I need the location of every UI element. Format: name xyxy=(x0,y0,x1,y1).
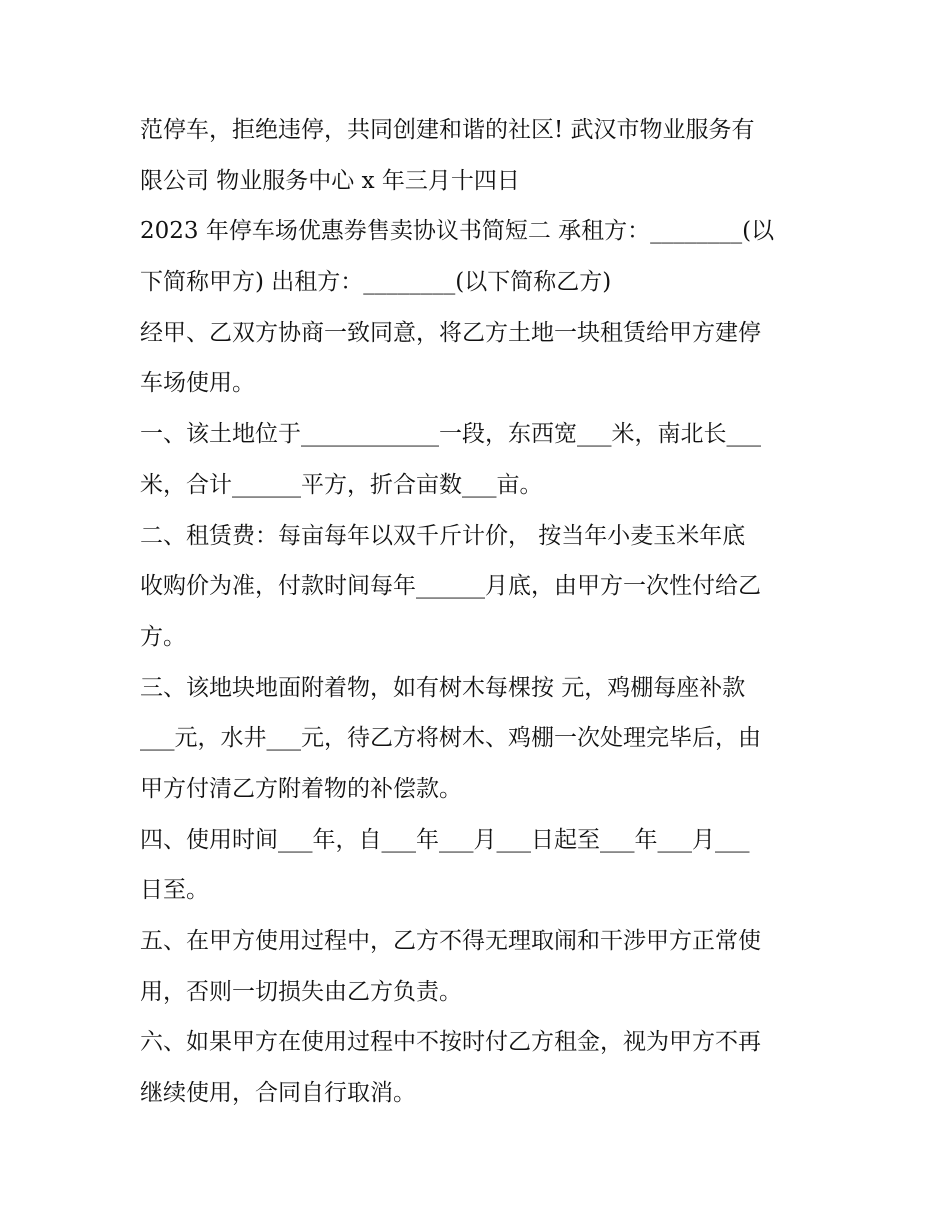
text-line: ___元，水井___元，待乙方将树木、鸡棚一次处理完毕后，由 xyxy=(140,725,761,752)
text-line: 下简称甲方) 出租方：________(以下简称乙方) xyxy=(140,269,612,296)
text-line: 一、该土地位于____________一段，东西宽___米，南北长___ xyxy=(140,421,761,448)
text-line: 用，否则一切损失由乙方负责。 xyxy=(140,978,462,1005)
text-line: 经甲、乙双方协商一致同意，将乙方土地一块租赁给甲方建停 xyxy=(140,319,761,346)
text-line: 四、使用时间___年，自___年___月___日起至___年___月___ xyxy=(140,826,750,853)
text-line: 继续使用，合同自行取消。 xyxy=(140,1080,416,1107)
text-line: 三、该地块地面附着物，如有树木每棵按 元，鸡棚每座补款 xyxy=(140,674,746,701)
text-line: 方。 xyxy=(140,623,186,650)
text-line: 六、如果甲方在使用过程中不按时付乙方租金，视为甲方不再 xyxy=(140,1029,761,1056)
text-line: 车场使用。 xyxy=(140,370,255,397)
text-line: 五、在甲方使用过程中，乙方不得无理取闹和干涉甲方正常使 xyxy=(140,928,761,954)
text-line: 限公司 物业服务中心 x 年三月十四日 xyxy=(140,167,520,194)
text-line: 日至。 xyxy=(140,877,209,904)
text-line: 收购价为准，付款时间每年______月底，由甲方一次性付给乙 xyxy=(140,573,761,600)
text-line: 2023 年停车场优惠券售卖协议书简短二 承租方：________(以 xyxy=(140,218,775,245)
text-line: 米，合计______平方，折合亩数___亩。 xyxy=(140,471,543,498)
document-body xyxy=(140,105,820,1119)
text-line: 范停车，拒绝违停，共同创建和谐的社区! 武汉市物业服务有 xyxy=(140,117,755,143)
text-line: 甲方付清乙方附着物的补偿款。 xyxy=(140,775,462,802)
text-line: 二、租赁费：每亩每年以双千斤计价， 按当年小麦玉米年底 xyxy=(140,522,746,549)
